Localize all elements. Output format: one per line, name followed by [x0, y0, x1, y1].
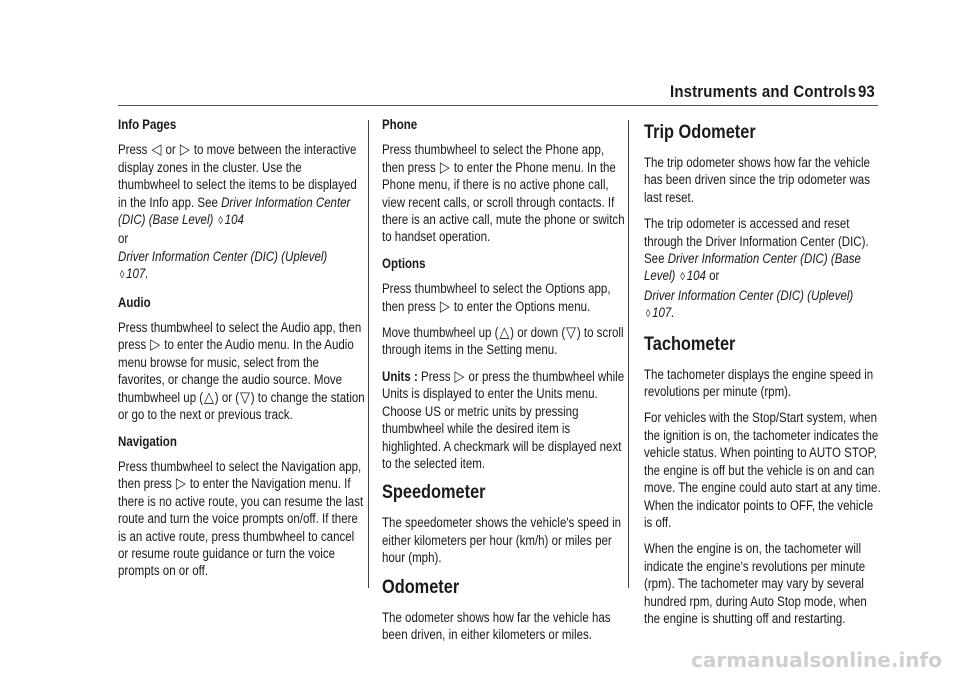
dic-uplevel-link[interactable]: Driver Information Center (DIC) (Uplevel): [118, 248, 328, 264]
right-arrow-icon: ▷: [150, 336, 161, 354]
right-arrow-icon: ▷: [439, 297, 450, 315]
phone-paragraph: Press thumbwheel to select the Phone app, then press ▷ to enter the Phone menu. In the Phone menu, if there is no active phone call, view recent calls, or scroll through contacts. If there is an active call, mute the phone or switch to handset operation.: [382, 142, 625, 245]
column-divider-2: [628, 120, 629, 588]
options-paragraph-2: Move thumbwheel up (△) or down (▽) to scroll through items in the Setting menu.: [382, 324, 624, 358]
page-ref-icon: ◊: [119, 269, 125, 282]
dic-base-link[interactable]: Driver Information Center (DIC) (Base Level): [118, 194, 351, 228]
page-ref-icon: ◊: [218, 215, 223, 228]
navigation-paragraph: Press thumbwheel to select the Navigation app, then press ▷ to enter the Navigation menu. If there is no active route, you can resume the last route and turn the voice prompts on/off. If there is an active route, press thumbwheel to cancel or resume route guidance or turn the voice prompts on or off.: [118, 458, 364, 579]
page-ref-icon: ◊: [645, 308, 651, 321]
speedometer-title: Speedometer: [382, 482, 486, 504]
up-arrow-icon: △: [204, 388, 214, 406]
down-arrow-icon: ▽: [566, 324, 576, 342]
header-rule: [118, 105, 878, 106]
odometer-title: Odometer: [382, 576, 460, 598]
column-1: [118, 112, 366, 589]
units-heading: Units :: [382, 368, 418, 384]
left-arrow-icon: ◁: [151, 141, 162, 159]
units-paragraph: Units : Press ▷ or press the thumbwheel while Units is displayed to enter the Units menu. Choose US or metric units by pressing thumbwheel while the desired item is highlighted. A checkmark will be displayed next to the selected item.: [382, 367, 625, 471]
up-arrow-icon: △: [499, 324, 510, 342]
trip-odometer-paragraph-1: The trip odometer shows how far the vehicle has been driven since the trip odometer was last reset.: [644, 155, 870, 205]
info-pages-paragraph: Press ◁ or ▷ to move between the interactive display zones in the cluster. Use the thumbwheel to select the items to be displayed in the Info app. See Driver Information Center (DIC) (Base Level) ◊ 104 or Driver Information Center (DIC) (Uplevel) ◊ 107.: [118, 141, 365, 284]
right-arrow-icon: ▷: [454, 367, 465, 385]
column-3: [644, 112, 884, 636]
audio-heading: Audio: [118, 294, 151, 310]
column-2: [382, 112, 627, 652]
tachometer-paragraph-1: The tachometer displays the engine speed in revolutions per minute (rpm).: [644, 366, 874, 400]
down-arrow-icon: ▽: [239, 388, 250, 406]
page-header: [0, 82, 960, 112]
navigation-heading: Navigation: [118, 433, 177, 449]
page-ref-icon: ◊: [680, 271, 685, 284]
watermark: carmanualsonline.info: [691, 648, 942, 672]
section-title: Instruments and Controls: [670, 82, 857, 101]
tachometer-paragraph-2: For vehicles with the Stop/Start system, when the ignition is on, the tachometer indicates the vehicle status. When pointing to AUTO STOP, the engine is off but the vehicle is on and can move. The engine could auto start at any time. When the indicator points to OFF, the vehicle is off.: [644, 410, 881, 530]
dic-base-link[interactable]: Driver Information Center (DIC) (Base Level): [644, 251, 861, 284]
column-divider-1: [368, 120, 369, 588]
tachometer-paragraph-3: When the engine is on, the tachometer will indicate the engine's revolutions per minute (rpm). The tachometer may vary by several hundred rpm, during Auto Stop mode, when the engine is shutting off and restarting.: [644, 541, 867, 626]
trip-odometer-paragraph-2: The trip odometer is accessed and reset through the Driver Information Center (DIC). See Driver Information Center (DIC) (Base Level) ◊ 104 or Driver Information Center (DIC) (Uplevel) ◊ 107.: [644, 215, 883, 323]
right-arrow-icon: ▷: [179, 141, 190, 159]
page-number: 93: [858, 82, 875, 101]
trip-odometer-title: Trip Odometer: [644, 122, 756, 143]
options-paragraph-1: Press thumbwheel to select the Options app, then press ▷ to enter the Options menu.: [382, 281, 611, 315]
info-pages-heading: Info Pages: [118, 117, 177, 132]
right-arrow-icon: ▷: [175, 475, 186, 493]
phone-heading: Phone: [382, 117, 418, 132]
right-arrow-icon: ▷: [439, 158, 450, 176]
odometer-paragraph: The odometer shows how far the vehicle has been driven, in either kilometers or miles.: [382, 609, 611, 642]
tachometer-title: Tachometer: [644, 333, 736, 355]
options-heading: Options: [382, 255, 426, 271]
speedometer-paragraph: The speedometer shows the vehicle's speed in either kilometers per hour (km/h) or miles per hour (mph).: [382, 515, 622, 566]
dic-uplevel-link[interactable]: Driver Information Center (DIC) (Uplevel): [644, 287, 854, 303]
audio-paragraph: Press thumbwheel to select the Audio app, then press ▷ to enter the Audio menu. In the Audio menu browse for music, select from the favorites, or change the audio source. Move thumbwheel up (△) or (▽) to change the station or go to the next or previous track.: [118, 320, 365, 423]
